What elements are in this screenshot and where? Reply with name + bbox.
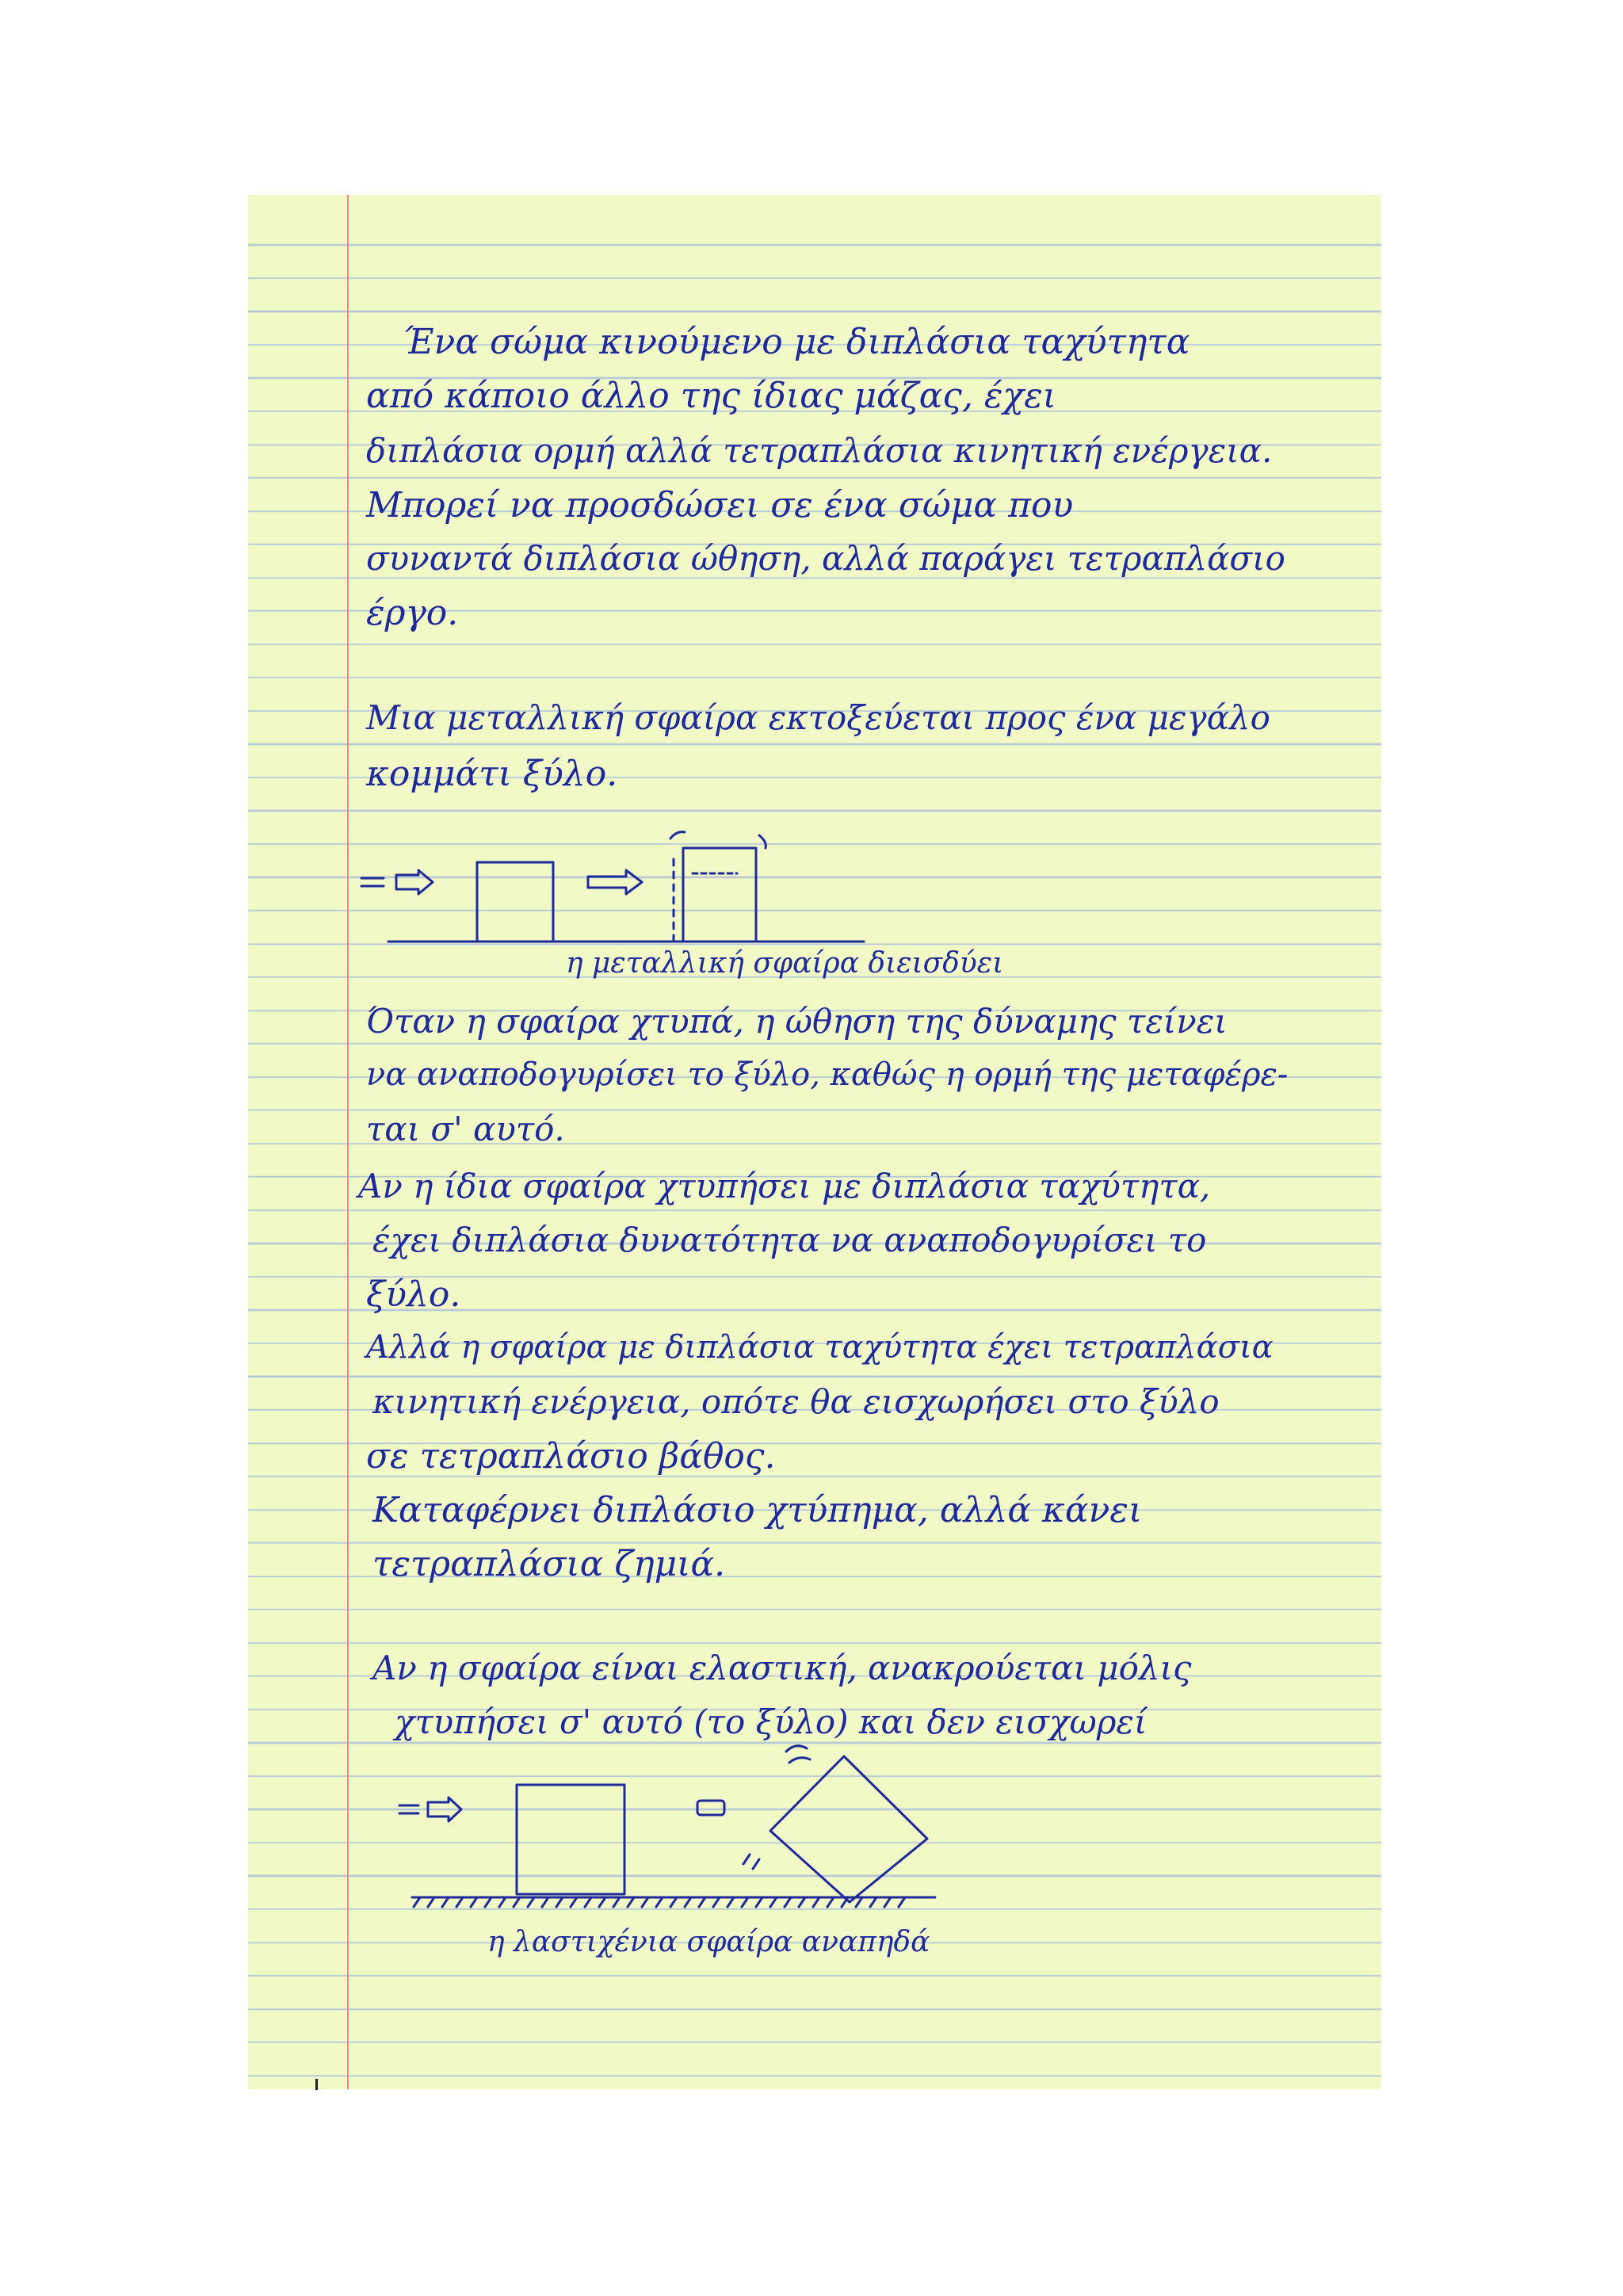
text-line: ξύλο. (366, 1274, 461, 1315)
text-line: ται σ' αυτό. (366, 1110, 565, 1148)
text-line: από κάποιο άλλο της ίδιας μάζας, έχει (366, 376, 1057, 416)
rubber-ball-diagram (396, 1744, 967, 1902)
metal-ball-diagram (357, 840, 959, 943)
text-line: Αν η σφαίρα είναι ελαστική, ανακρούεται μόλις (372, 1648, 1192, 1687)
text-line: κομμάτι ξύλο. (366, 754, 618, 794)
text-line: Καταφέρνει διπλάσιο χτύπημα, αλλά κάνει (372, 1490, 1143, 1530)
margin-tick (315, 2079, 318, 2090)
figure-caption: η μεταλλική σφαίρα διεισδύει (566, 947, 1004, 980)
toppling-block (743, 1746, 927, 1902)
ball-arrow-icon (361, 870, 433, 894)
text-line: τετραπλάσια ζημιά. (372, 1544, 726, 1584)
motion-arrow-icon (588, 870, 642, 894)
text-line: διπλάσια ορμή αλλά τετραπλάσια κινητική ενέργεια. (366, 431, 1273, 470)
text-line: Μπορεί να προσδώσει σε ένα σώμα που (366, 485, 1074, 525)
text-line: έχει διπλάσια δυνατότητα να αναποδογυρίσει το (372, 1221, 1207, 1259)
rebound-ball (697, 1801, 724, 1815)
figure-caption: η λαστιχένια σφαίρα αναπηδά (487, 1926, 930, 1958)
text-line: Όταν η σφαίρα χτυπά, η ώθηση της δύναμης τείνει (366, 1002, 1228, 1041)
text-line: συναντά διπλάσια ώθηση, αλλά παράγει τετραπλάσιο (366, 539, 1285, 578)
text-line: έργο. (366, 593, 459, 633)
text-line: Μια μεταλλική σφαίρα εκτοξεύεται προς ένα μεγάλο (366, 698, 1270, 737)
wood-block (477, 862, 553, 942)
text-line: κινητική ενέργεια, οπότε θα εισχωρήσει στο ξύλο (372, 1382, 1220, 1421)
text-line: Αν η ίδια σφαίρα χτυπήσει με διπλάσια ταχύτητα, (358, 1167, 1211, 1205)
text-line: χτυπήσει σ' αυτό (το ξύλο) και δεν εισχωρεί (395, 1702, 1148, 1741)
penetrated-block (670, 832, 766, 942)
wood-block (517, 1785, 624, 1894)
text-line: σε τετραπλάσιο βάθος. (366, 1436, 776, 1477)
text-line: Αλλά η σφαίρα με διπλάσια ταχύτητα έχει τετραπλάσια (366, 1329, 1274, 1366)
text-line: Ένα σώμα κινούμενο με διπλάσια ταχύτητα (403, 322, 1190, 362)
margin-line (347, 195, 349, 2089)
ball-arrow-icon (399, 1797, 461, 1821)
text-line: να αναποδογυρίσει το ξύλο, καθώς η ορμή της μεταφέρε- (366, 1056, 1289, 1093)
